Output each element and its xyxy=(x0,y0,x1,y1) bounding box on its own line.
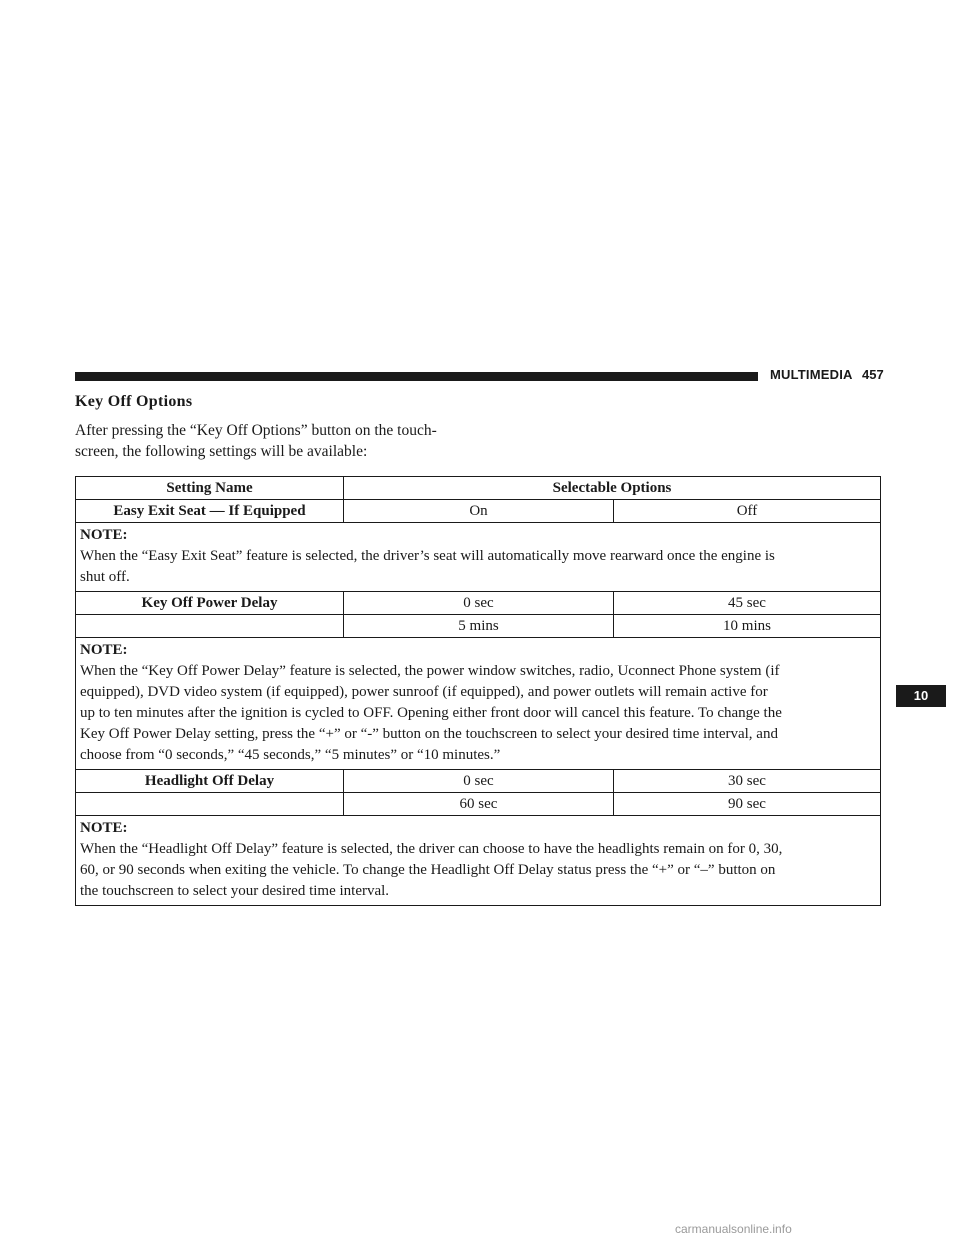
empty-name-cell xyxy=(76,793,344,816)
option-60-sec: 60 sec xyxy=(344,793,614,816)
intro-line: After pressing the “Key Off Options” button on the touch- xyxy=(75,422,437,439)
option-on: On xyxy=(344,500,614,523)
table-row xyxy=(76,793,881,816)
option-off: Off xyxy=(614,500,881,523)
note-label: NOTE: xyxy=(80,642,128,658)
note-line: When the “Headlight Off Delay” feature is selected, the driver can choose to have the headlights remain on for 0, 30, xyxy=(80,841,783,857)
option-10-mins: 10 mins xyxy=(614,615,881,638)
option-0-sec: 0 sec xyxy=(344,770,614,793)
table-row xyxy=(76,770,881,793)
setting-name-key-off-power-delay: Key Off Power Delay xyxy=(76,592,344,615)
header-selectable-options: Selectable Options xyxy=(344,477,881,500)
intro-line: screen, the following settings will be available: xyxy=(75,443,368,460)
note-line: shut off. xyxy=(80,569,130,585)
setting-name-headlight-off-delay: Headlight Off Delay xyxy=(76,770,344,793)
note-line: the touchscreen to select your desired time interval. xyxy=(80,883,390,899)
watermark: carmanualsonline.info xyxy=(675,1222,792,1236)
option-90-sec: 90 sec xyxy=(614,793,881,816)
note-row xyxy=(76,816,881,906)
note-line: up to ten minutes after the ignition is cycled to OFF. Opening either front door will cancel this feature. To change the xyxy=(80,705,782,721)
section-title: Key Off Options xyxy=(75,393,193,410)
intro-paragraph xyxy=(75,420,475,462)
header-setting-name: Setting Name xyxy=(76,477,344,500)
running-header-section: MULTIMEDIA xyxy=(770,367,853,382)
note-line: When the “Easy Exit Seat” feature is selected, the driver’s seat will automatically move rearward once the engine is xyxy=(80,548,775,564)
note-line: When the “Key Off Power Delay” feature is selected, the power window switches, radio, Uconnect Phone system (if xyxy=(80,663,780,679)
note-label: NOTE: xyxy=(80,820,128,836)
note-line: Key Off Power Delay setting, press the “+” or “-” button on the touchscreen to select your desired time interval, and xyxy=(80,726,778,742)
key-off-options-table xyxy=(75,476,881,906)
table-row xyxy=(76,500,881,523)
note-row xyxy=(76,523,881,592)
header-rule xyxy=(75,372,758,381)
empty-name-cell xyxy=(76,615,344,638)
option-45-sec: 45 sec xyxy=(614,592,881,615)
option-5-mins: 5 mins xyxy=(344,615,614,638)
option-30-sec: 30 sec xyxy=(614,770,881,793)
note-easy-exit xyxy=(76,523,881,592)
note-line: 60, or 90 seconds when exiting the vehicle. To change the Headlight Off Delay status press the “+” or “–” button on xyxy=(80,862,776,878)
table-row xyxy=(76,592,881,615)
note-label: NOTE: xyxy=(80,527,128,543)
note-row xyxy=(76,638,881,770)
table-header-row xyxy=(76,477,881,500)
chapter-tab: 10 xyxy=(896,685,946,707)
note-key-off-power-delay xyxy=(76,638,881,770)
page-number: 457 xyxy=(862,367,884,382)
table-row xyxy=(76,615,881,638)
note-line: choose from “0 seconds,” “45 seconds,” “5 minutes” or “10 minutes.” xyxy=(80,747,501,763)
note-headlight-off-delay xyxy=(76,816,881,906)
note-line: equipped), DVD video system (if equipped), power sunroof (if equipped), and power outlets will remain active for xyxy=(80,684,768,700)
option-0-sec: 0 sec xyxy=(344,592,614,615)
setting-name-easy-exit: Easy Exit Seat — If Equipped xyxy=(76,500,344,523)
